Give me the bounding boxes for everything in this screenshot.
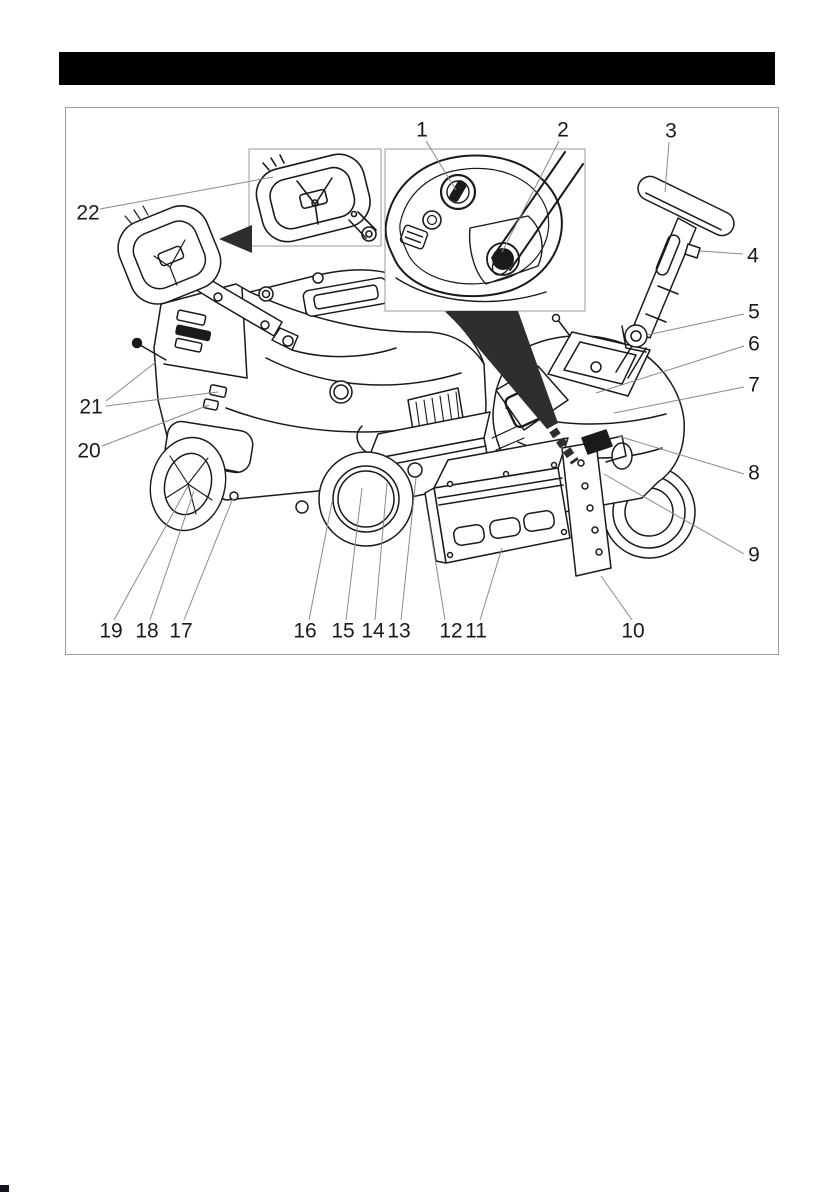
callout-17: 17 [169,619,193,643]
callout-18: 18 [135,619,159,643]
callout-16: 16 [293,619,317,643]
callout-22: 22 [76,201,100,225]
callout-7: 7 [748,373,760,397]
callout-20: 20 [77,439,101,463]
callout-19: 19 [99,619,123,643]
callout-3: 3 [665,119,677,143]
callout-4: 4 [747,244,759,268]
callout-11: 11 [465,619,487,643]
callout-21: 21 [79,395,103,419]
callout-14: 14 [361,619,385,643]
callout-2: 2 [557,118,569,142]
page-corner-artifact [0,1185,9,1192]
callout-6: 6 [748,332,760,356]
parts-diagram-figure [65,107,779,655]
callout-10: 10 [621,619,645,643]
callout-5: 5 [748,300,760,324]
header-redacted-bar [59,52,775,85]
callout-8: 8 [748,461,760,485]
callout-12: 12 [439,619,463,643]
detail-arrow-left-icon [219,225,252,253]
inset-handlebar-detail [249,149,381,247]
inset-console-detail [385,149,585,311]
callout-13: 13 [387,619,411,643]
callout-1: 1 [416,118,428,142]
callout-9: 9 [748,543,760,567]
machine-illustration [66,108,778,654]
callout-15: 15 [331,619,355,643]
